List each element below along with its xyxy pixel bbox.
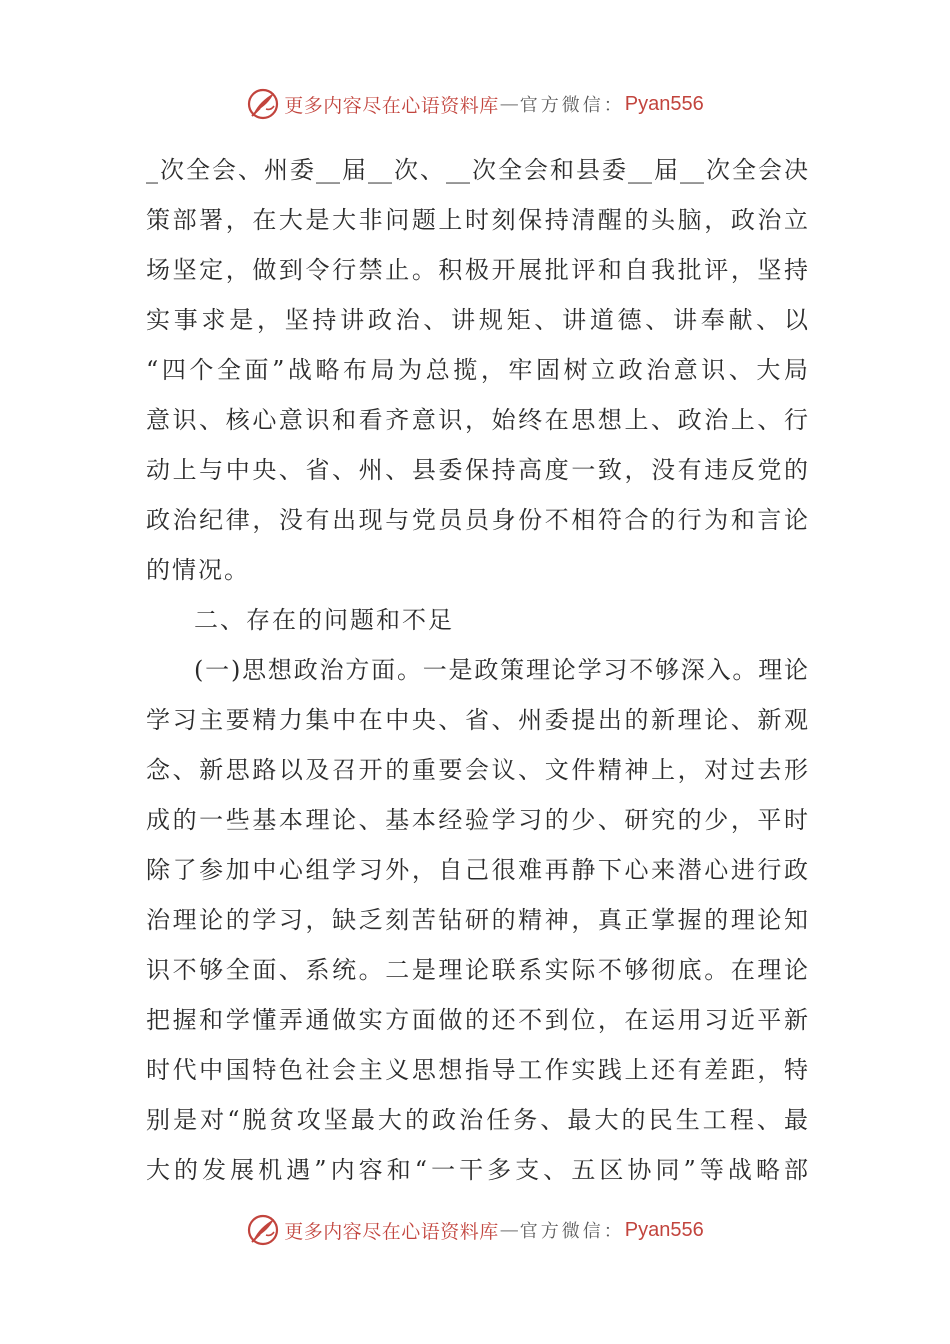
text-line: 学习主要精力集中在中央、省、州委提出的新理论、新观 [146, 706, 808, 734]
text-line: 除了参加中心组学习外，自己很难再静下心来潜心进行政 [146, 856, 808, 884]
brand-text: 更多内容尽在心语资料库 [284, 1220, 499, 1243]
footer-banner [0, 1208, 950, 1252]
text-line: 场坚定，做到令行禁止。积极开展批评和自我批评，坚持 [146, 256, 808, 284]
text-line: 大的发展机遇”内容和“一干多支、五区协同”等战略部 [146, 1156, 808, 1184]
text-line: 政治纪律，没有出现与党员员身份不相符合的行为和言论 [146, 506, 808, 534]
text-line: _次全会、州委__届__次、__次全会和县委__届__次全会决 [146, 156, 808, 184]
text-line: (一)思想政治方面。一是政策理论学习不够深入。理论 [194, 656, 808, 684]
text-line: 成的一些基本理论、基本经验学习的少、研究的少，平时 [146, 806, 808, 834]
text-line: 时代中国特色社会主义思想指导工作实践上还有差距，特 [146, 1056, 808, 1084]
wechat-label: 官方微信： [519, 1221, 625, 1242]
text-line: 识不够全面、系统。二是理论联系实际不够彻底。在理论 [146, 956, 808, 984]
wechat-id: Pyan556 [624, 92, 704, 115]
document-body [146, 148, 808, 1198]
text-line: 策部署，在大是大非问题上时刻保持清醒的头脑，政治立 [146, 206, 808, 234]
text-line: 的情况。 [146, 556, 250, 584]
wechat-label: 官方微信： [519, 95, 625, 116]
text-line: 念、新思路以及召开的重要会议、文件精神上，对过去形 [146, 756, 808, 784]
text-line: 动上与中央、省、州、县委保持高度一致，没有违反党的 [146, 456, 808, 484]
text-line: 治理论的学习，缺乏刻苦钻研的精神，真正掌握的理论知 [146, 906, 808, 934]
brand-text: 更多内容尽在心语资料库 [284, 94, 499, 117]
text-line: 实事求是，坚持讲政治、讲规矩、讲道德、讲奉献、以 [146, 306, 808, 334]
text-line: 意识、核心意识和看齐意识，始终在思想上、政治上、行 [146, 406, 808, 434]
quill-logo-icon [246, 1213, 280, 1247]
text-line: 把握和学懂弄通做实方面做的还不到位，在运用习近平新 [146, 1006, 808, 1034]
text-line: “四个全面”战略布局为总揽，牢固树立政治意识、大局 [146, 356, 808, 384]
text-line: 别是对“脱贫攻坚最大的政治任务、最大的民生工程、最 [146, 1106, 808, 1134]
wechat-id: Pyan556 [624, 1218, 704, 1241]
quill-logo-icon [246, 87, 280, 121]
banner-dash: — [499, 93, 519, 115]
banner-dash: — [499, 1219, 519, 1241]
section-heading: 二、存在的问题和不足 [194, 606, 454, 634]
header-banner [0, 82, 950, 126]
